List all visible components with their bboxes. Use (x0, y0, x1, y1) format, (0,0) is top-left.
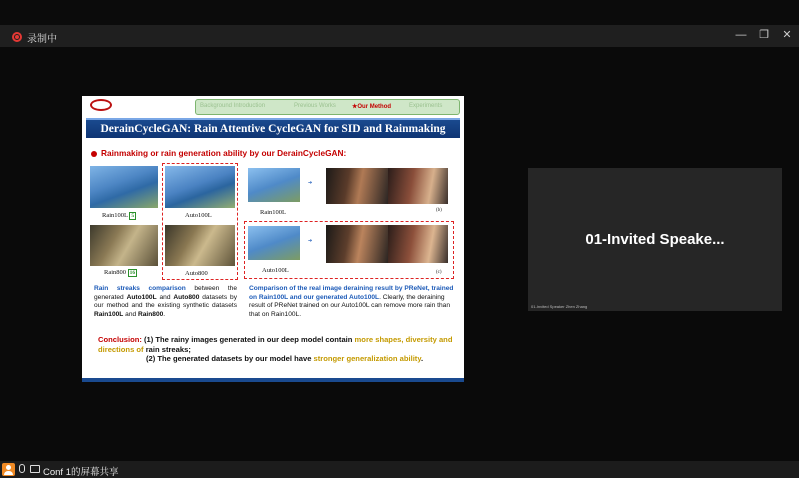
auto100l-caption: Auto100L (185, 212, 212, 219)
input-rain-image (248, 168, 300, 202)
slide-bullet-text: Rainmaking or rain generation ability by our DerainCycleGAN: (101, 148, 347, 158)
close-icon[interactable]: ✕ (782, 29, 792, 41)
rain800-caption: Rain800 16 (104, 269, 136, 276)
slide-nav-item: Background Introduction (200, 103, 266, 109)
shared-slide (82, 96, 464, 382)
bottom-bar (0, 461, 799, 478)
label-b: (b) (436, 208, 442, 213)
user-icon[interactable] (2, 463, 15, 476)
speaker-name: 01-Invited Speake... (585, 231, 725, 248)
auto-datasets-highlight-box (162, 163, 238, 280)
rain100l-result-caption: Rain100L (260, 209, 286, 216)
top-bar (0, 0, 799, 25)
university-logo (90, 99, 112, 111)
derain-result-b1 (326, 168, 388, 204)
slide-conclusion: Conclusion: (1) The rainy images generated in our deep model contain more shapes, diversity and directions of rain streaks; (2) The generated datasets by our model have stronger generalization ability. (98, 335, 453, 364)
rain800-image (90, 225, 158, 266)
recording-label: 录制中 (27, 34, 57, 45)
restore-icon[interactable]: ❐ (759, 29, 769, 41)
minimize-icon[interactable]: — (735, 29, 747, 41)
slide-title: DerainCycleGAN: Rain Attentive CycleGAN for SID and Rainmaking (100, 123, 446, 135)
slide-nav-bar (195, 99, 460, 115)
slide-bullet (91, 148, 346, 158)
screen-share-label: Conf 1的屏幕共享 (43, 467, 119, 478)
record-icon[interactable] (12, 32, 22, 42)
slide-title-bar (86, 118, 460, 138)
auto800-caption: Auto800 (185, 270, 208, 277)
recording-bar (0, 25, 799, 47)
auto100l-result-highlight-box (244, 221, 454, 279)
label-c: (c) (436, 270, 442, 275)
arrow-icon: ➔ (308, 181, 313, 186)
rain100l-image (90, 166, 158, 208)
derain-result-b2 (388, 168, 448, 204)
slide-nav-item: Experiments (409, 103, 443, 109)
right-description: Comparison of the real image deraining result by PReNet, trained on Rain100L and our generated Auto100L. Clearly, the deraining result of PReNet trained on our Auto100L can remove more rain than that on Rain100L. (249, 285, 454, 318)
slide-footer-bar (82, 378, 464, 382)
auto100l-result-caption: Auto100L (262, 267, 289, 274)
left-description: Rain streaks comparison between the generated Auto100L and Auto800 datasets by our method and the existing synthetic datasets Rain100L and Rain800. (94, 285, 237, 318)
slide-nav-item: Previous Works (294, 103, 336, 109)
bullet-icon (91, 151, 97, 157)
speaker-footer-label: 01-Invited Speaker Zhen Zhang (531, 304, 588, 309)
arrow-icon: ➔ (308, 239, 313, 244)
rain100l-caption: Rain100L 5 (102, 212, 135, 219)
slide-nav-item-active: ★Our Method (352, 104, 392, 110)
microphone-icon[interactable] (19, 464, 25, 473)
speaker-video-tile[interactable] (528, 168, 782, 311)
screen-share-icon[interactable] (30, 465, 40, 473)
